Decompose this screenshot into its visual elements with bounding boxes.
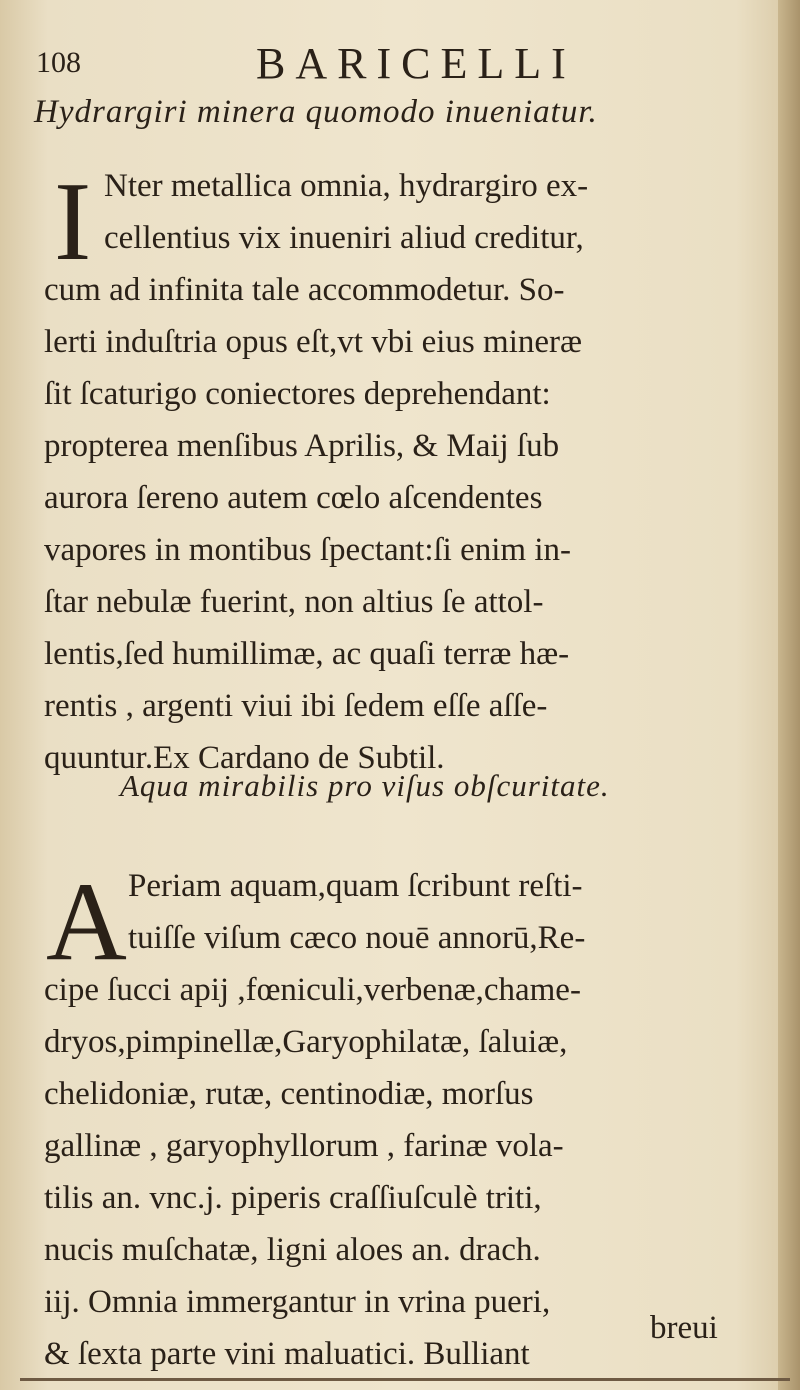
text-line: cellentius vix inueniri aliud creditur,: [104, 220, 584, 256]
text-line: vapores in montibus ſpectant:ſi enim in-: [44, 532, 571, 568]
running-head: BARICELLI: [256, 39, 576, 88]
text-line: lentis,ſed humillimæ, ac quaſi terræ hæ-: [44, 636, 570, 672]
drop-cap-i: I: [54, 160, 92, 284]
text-line: aurora ſereno autem cœlo aſcendentes: [44, 480, 543, 516]
text-line: cipe ſucci apij ,fœniculi,verbenæ,chame-: [44, 972, 581, 1008]
text-line: Periam aquam,quam ſcribunt reſti-: [128, 868, 583, 904]
text-line: iij. Omnia immergantur in vrina pueri,: [44, 1284, 551, 1320]
text-line: dryos,pimpinellæ,Garyophilatæ, ſaluiæ,: [44, 1024, 568, 1060]
text-line: lerti induſtria opus eſt,vt vbi eius mineræ: [44, 324, 583, 360]
bottom-rule: [20, 1378, 790, 1381]
text-line: chelidoniæ, rutæ, centinodiæ, morſus: [44, 1076, 534, 1112]
text-line: Nter metallica omnia, hydrargiro ex-: [104, 168, 589, 204]
text-line: nucis muſchatæ, ligni aloes an. drach.: [44, 1232, 541, 1268]
text-line: tilis an. vnc.j. piperis craſſiuſculè triti,: [44, 1180, 542, 1216]
text-line: tuiſſe viſum cæco nouē annorū,Re-: [128, 920, 586, 956]
drop-cap-a: A: [46, 860, 127, 984]
section-title-hydrargiri: Hydrargiri minera quomodo inueniatur.: [34, 94, 598, 130]
page-number: 108: [36, 46, 81, 79]
text-line: ſit ſcaturigo coniectores deprehendant:: [44, 376, 551, 412]
catchword: breui: [650, 1310, 718, 1346]
page-header: [36, 34, 756, 88]
paragraph-hydrargiri: [44, 160, 744, 784]
text-line: & ſexta parte vini maluatici. Bulliant: [44, 1336, 530, 1372]
text-line: ſtar nebulæ fuerint, non altius ſe attol-: [44, 584, 544, 620]
text-line: cum ad infinita tale accommodetur. So-: [44, 272, 565, 308]
text-line: rentis , argenti viui ibi ſedem eſſe aſſe-: [44, 688, 548, 724]
paragraph-aqua: [44, 860, 744, 1380]
text-line: gallinæ , garyophyllorum , farinæ vola-: [44, 1128, 564, 1164]
text-line: propterea menſibus Aprilis, & Maij ſub: [44, 428, 560, 464]
section-title-aqua: Aqua mirabilis pro viſus obſcuritate.: [120, 768, 610, 803]
text-line: quuntur.Ex Cardano de Subtil.: [44, 740, 445, 776]
